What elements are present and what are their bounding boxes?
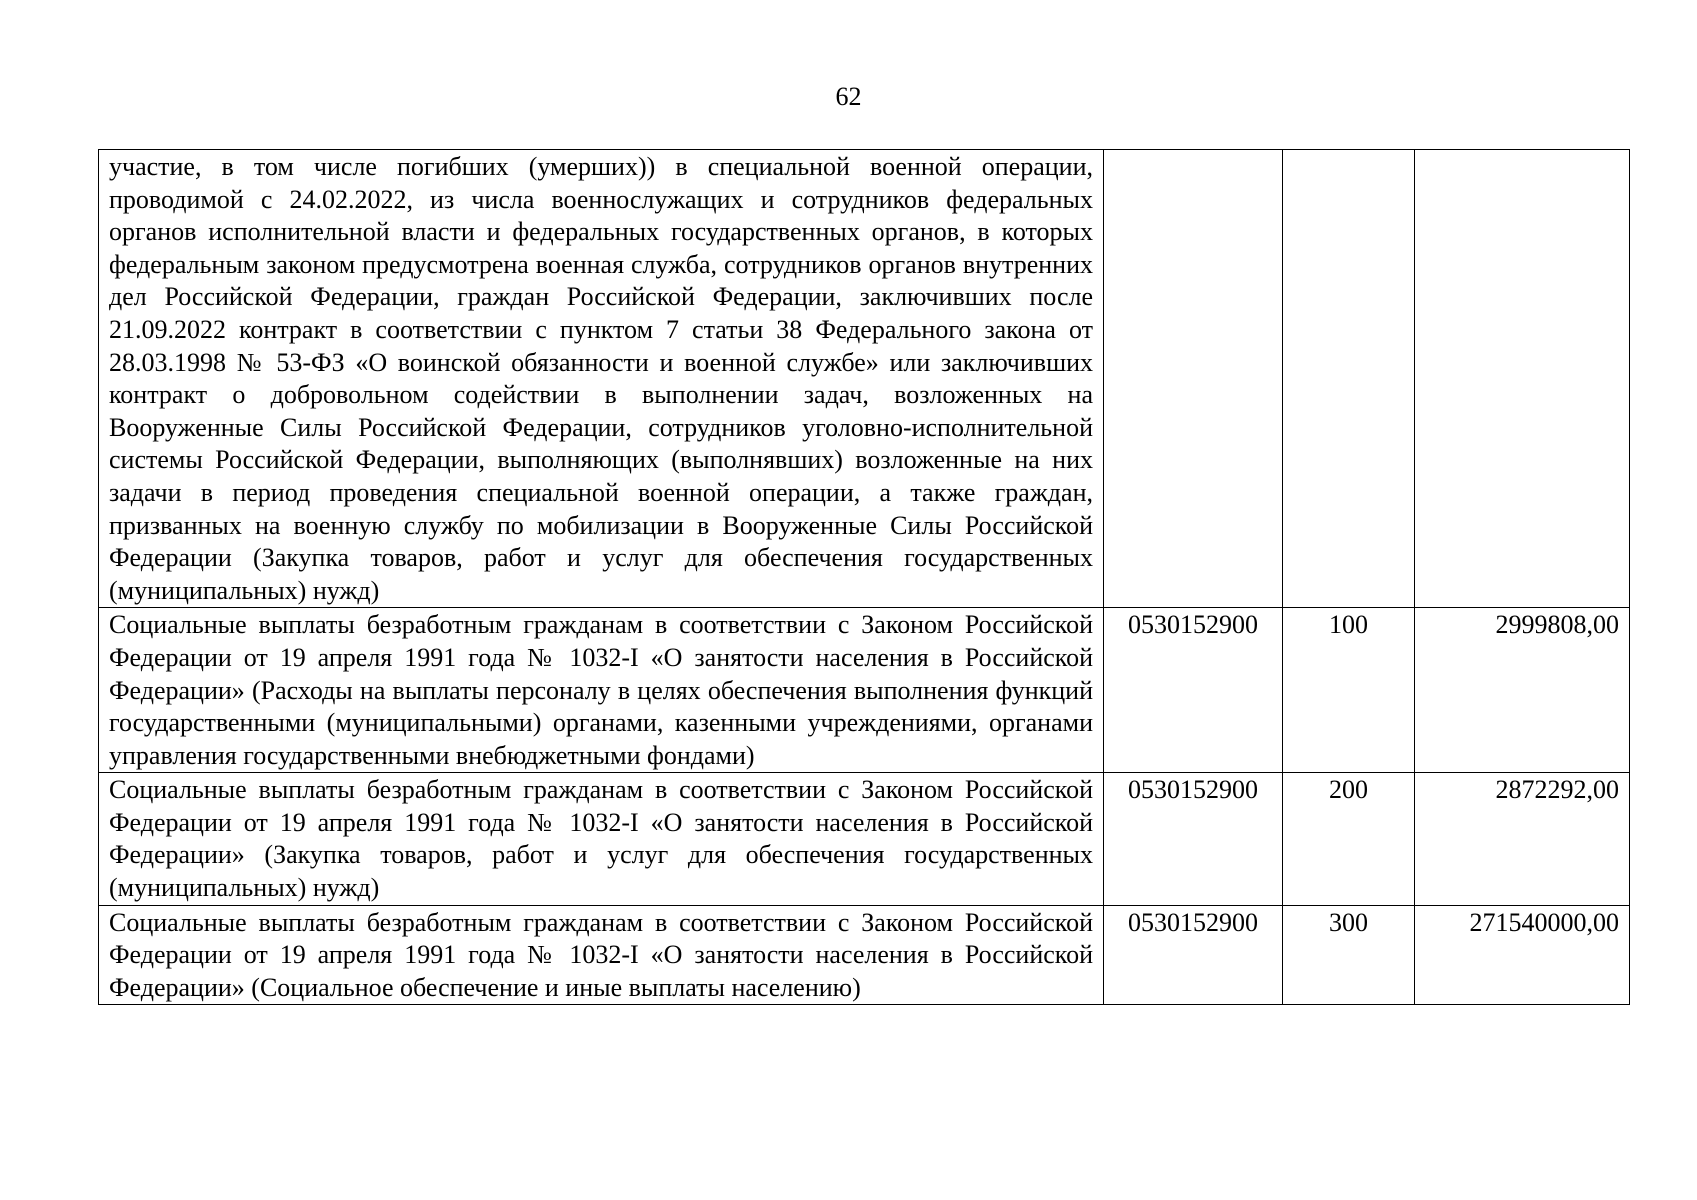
expense-name-cell: участие, в том числе погибших (умерших)) в специальной военной операции, проводимой с 24.02.2022, из числа военнослужащих и сотрудников федеральных органов исполнительной власти и федеральных государственных органов, в которых федеральным законом предусмотрена военная служба, сотрудников органов внутренних дел Российской Федерации, граждан Российской Федерации, заключивших после 21.09.2022 контракт в соответствии с пунктом 7 статьи 38 Федерального закона от 28.03.1998 № 53-ФЗ «О воинской обязанности и военной службе» или заключивших контракт о добровольном содействии в выполнении задач, возложенных на Вооруженные Силы Российской Федерации, сотрудников уголовно-исполнительной системы Российской Федерации, выполняющих (выполнявших) возложенные на них задачи в период проведения специальной военной операции, а также граждан, призванных на военную службу по мобилизации в Вооруженные Силы Российской Федерации (Закупка товаров, работ и услуг для обеспечения государственных (муниципальных) нужд) (99, 150, 1104, 608)
target-article-code-cell: 0530152900 (1104, 773, 1283, 905)
budget-table (98, 149, 1630, 1005)
target-article-code-cell: 0530152900 (1104, 608, 1283, 773)
expense-name-cell: Социальные выплаты безработным гражданам в соответствии с Законом Российской Федерации от 19 апреля 1991 года № 1032-I «О занятости населения в Российской Федерации» (Расходы на выплаты персоналу в целях обеспечения выполнения функций государственными (муниципальными) органами, казенными учреждениями, органами управления государственными внебюджетными фондами) (99, 608, 1104, 773)
table-row (99, 608, 1630, 773)
amount-cell: 2999808,00 (1415, 608, 1630, 773)
target-article-code-cell (1104, 150, 1283, 608)
expense-name-cell: Социальные выплаты безработным гражданам в соответствии с Законом Российской Федерации от 19 апреля 1991 года № 1032-I «О занятости населения в Российской Федерации» (Закупка товаров, работ и услуг для обеспечения государственных (муниципальных) нужд) (99, 773, 1104, 905)
expense-type-code-cell: 200 (1283, 773, 1415, 905)
target-article-code-cell: 0530152900 (1104, 905, 1283, 1005)
amount-cell: 2872292,00 (1415, 773, 1630, 905)
expense-type-code-cell (1283, 150, 1415, 608)
table-row (99, 773, 1630, 905)
expense-type-code-cell: 100 (1283, 608, 1415, 773)
table-row (99, 150, 1630, 608)
page-number: 62 (835, 82, 862, 111)
expense-name-cell: Социальные выплаты безработным гражданам в соответствии с Законом Российской Федерации от 19 апреля 1991 года № 1032-I «О занятости населения в Российской Федерации» (Социальное обеспечение и иные выплаты населению) (99, 905, 1104, 1005)
amount-cell: 271540000,00 (1415, 905, 1630, 1005)
table-row (99, 905, 1630, 1005)
expense-type-code-cell: 300 (1283, 905, 1415, 1005)
amount-cell (1415, 150, 1630, 608)
